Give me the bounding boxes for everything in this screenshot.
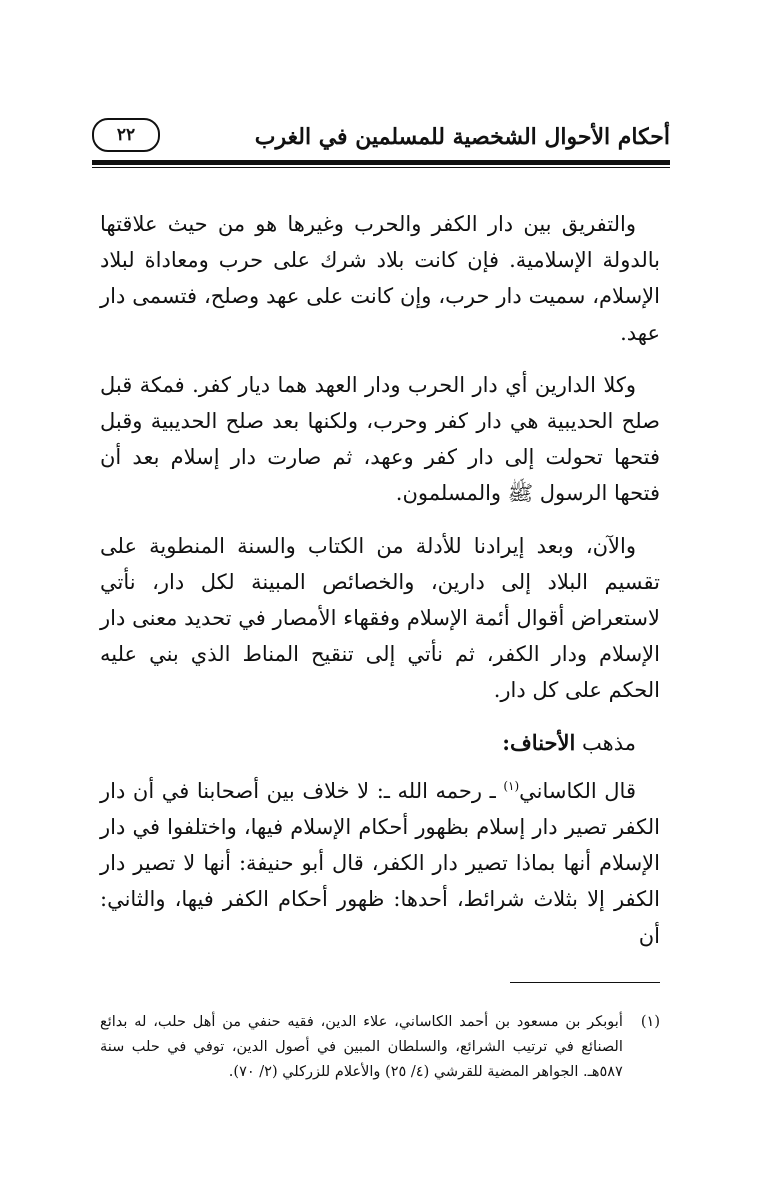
section-heading-title: الأحناف: xyxy=(502,729,576,755)
section-heading xyxy=(100,725,636,761)
footnote-separator xyxy=(510,982,660,983)
running-title: أحكام الأحوال الشخصية للمسلمين في الغرب xyxy=(254,124,670,150)
paragraph-kasani xyxy=(100,773,660,954)
section-heading-prefix: مذهب xyxy=(582,730,636,755)
footnote xyxy=(100,1010,660,1085)
paragraph-transition: والآن، وبعد إيرادنا للأدلة من الكتاب والسنة المنطوية على تقسيم البلاد إلى دارين، والخصائص المبينة لكل دار، نأتي لاستعراض أقوال أئمة الإسلام وفقهاء الأمصار في تحديد معنى دار الإسلام ودار الكفر، ثم نأتي إلى تنقيح المناط الذي بني عليه الحكم على كل دار. xyxy=(100,533,660,703)
footnote-number: (١) xyxy=(640,1014,660,1030)
paragraph-dar-distinction: والتفريق بين دار الكفر والحرب وغيرها هو من حيث علاقتها بالدولة الإسلامية. فإن كانت بلاد شرك على حرب ومعاداة لبلاد الإسلام، سميت دار حرب، وإن كانت على عهد وصلح، فتسمى دار عهد. xyxy=(100,212,660,345)
header-rule-thick xyxy=(92,160,670,165)
page-header xyxy=(92,112,670,164)
main-text xyxy=(100,206,660,970)
kasani-lead: قال الكاساني xyxy=(519,778,636,803)
header-rule-thin xyxy=(92,167,670,168)
paragraph-makkah-example: وكلا الدارين أي دار الحرب ودار العهد هما ديار كفر. فمكة قبل صلح الحديبية هي دار كفر وحرب، ولكنها بعد صلح الحديبية وقبل فتحها تحولت إلى دار كفر وعهد، ثم صارت دار إسلام بعد أن فتحها الرسول ﷺ والمسلمون. xyxy=(100,372,660,506)
footnote-reference[interactable]: (١) xyxy=(503,778,520,793)
page-number: ٢٢ xyxy=(92,118,160,152)
kasani-quote: ـ رحمه الله ـ: لا خلاف بين أصحابنا في أن دار الكفر تصير دار إسلام بظهور أحكام الإسلام فيها، واختلفوا في دار الإسلام أنها بماذا تصير دار الكفر، قال أبو حنيفة: أنها لا تصير دار الكفر إلا بثلاث شرائط، أحدها: ظهور أحكام الكفر فيها، والثاني: أن xyxy=(100,778,660,948)
footnote-text: أبوبكر بن مسعود بن أحمد الكاساني، علاء الدين، فقيه حنفي من أهل حلب، له بدائع الصنائع في ترتيب الشرائع، والسلطان المبين في أصول الدين، توفي في حلب سنة ٥٨٧هـ. الجواهر المضية للقرشي (٤/ ٢٥) والأعلام للزركلي (٢/ ٧٠). xyxy=(100,1014,623,1080)
